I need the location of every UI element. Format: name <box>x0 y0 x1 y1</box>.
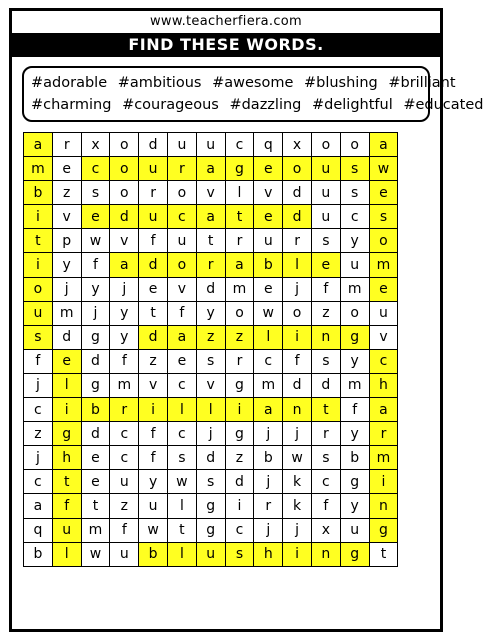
grid-cell[interactable]: h <box>52 446 81 470</box>
word-item: #blushing <box>303 75 378 91</box>
grid-cell[interactable]: d <box>196 277 225 301</box>
grid-cell[interactable]: z <box>225 446 254 470</box>
grid-cell[interactable]: k <box>283 470 312 494</box>
grid-cell[interactable]: f <box>110 349 139 373</box>
grid-cell[interactable]: d <box>283 181 312 205</box>
grid-cell[interactable]: o <box>340 133 369 157</box>
grid-cell[interactable]: y <box>340 422 369 446</box>
letter-grid <box>23 132 398 567</box>
grid-cell[interactable]: s <box>311 229 340 253</box>
grid-cell[interactable]: u <box>139 205 168 229</box>
grid-cell[interactable]: g <box>196 518 225 542</box>
grid-cell[interactable]: z <box>196 325 225 349</box>
grid-cell[interactable]: c <box>167 422 196 446</box>
grid-cell[interactable]: q <box>254 133 283 157</box>
grid-row <box>24 277 398 301</box>
grid-cell[interactable]: f <box>311 494 340 518</box>
grid-cell[interactable]: z <box>24 422 53 446</box>
grid-cell[interactable]: l <box>52 542 81 566</box>
grid-cell[interactable]: u <box>167 229 196 253</box>
grid-cell[interactable]: d <box>196 446 225 470</box>
grid-cell[interactable]: j <box>283 518 312 542</box>
grid-cell[interactable]: l <box>196 398 225 422</box>
grid-cell[interactable]: r <box>167 157 196 181</box>
grid-cell[interactable]: j <box>52 277 81 301</box>
grid-cell[interactable]: w <box>81 542 110 566</box>
grid-cell[interactable]: u <box>167 133 196 157</box>
grid-cell[interactable]: w <box>139 518 168 542</box>
grid-cell[interactable]: x <box>311 518 340 542</box>
grid-cell[interactable]: a <box>254 398 283 422</box>
word-list-box <box>22 66 484 122</box>
grid-cell[interactable]: v <box>110 229 139 253</box>
grid-cell[interactable]: d <box>311 373 340 397</box>
grid-cell[interactable]: e <box>254 205 283 229</box>
grid-cell[interactable]: j <box>254 470 283 494</box>
grid-cell[interactable]: z <box>52 181 81 205</box>
grid-row <box>24 542 398 566</box>
grid-cell[interactable]: f <box>139 422 168 446</box>
grid-cell[interactable]: d <box>139 325 168 349</box>
grid-cell[interactable]: g <box>340 470 369 494</box>
grid-cell[interactable]: u <box>369 301 398 325</box>
grid-cell[interactable]: o <box>225 301 254 325</box>
grid-cell[interactable]: t <box>225 205 254 229</box>
grid-cell[interactable]: t <box>52 470 81 494</box>
grid-cell[interactable]: c <box>24 470 53 494</box>
grid-cell[interactable]: p <box>52 229 81 253</box>
grid-cell[interactable]: j <box>283 277 312 301</box>
grid-cell[interactable]: o <box>110 181 139 205</box>
grid-cell[interactable]: m <box>369 446 398 470</box>
grid-cell[interactable]: a <box>196 157 225 181</box>
grid-cell[interactable]: z <box>110 494 139 518</box>
grid-cell[interactable]: i <box>283 542 312 566</box>
grid-cell[interactable]: e <box>254 277 283 301</box>
grid-cell[interactable]: u <box>110 470 139 494</box>
grid-cell[interactable]: f <box>139 446 168 470</box>
grid-cell[interactable]: t <box>81 494 110 518</box>
grid-row <box>24 181 398 205</box>
grid-cell[interactable]: o <box>24 277 53 301</box>
grid-cell[interactable]: g <box>225 157 254 181</box>
grid-cell[interactable]: i <box>139 398 168 422</box>
grid-cell[interactable]: o <box>369 229 398 253</box>
grid-cell[interactable]: i <box>24 205 53 229</box>
grid-cell[interactable]: z <box>225 325 254 349</box>
grid-cell[interactable]: b <box>254 253 283 277</box>
word-list-line <box>28 72 456 94</box>
grid-cell[interactable]: b <box>254 446 283 470</box>
grid-cell[interactable]: u <box>52 518 81 542</box>
word-item: #dazzling <box>229 97 302 113</box>
grid-cell[interactable]: a <box>369 133 398 157</box>
grid-row <box>24 446 398 470</box>
grid-cell[interactable]: y <box>110 301 139 325</box>
grid-cell[interactable]: n <box>311 325 340 349</box>
grid-cell[interactable]: a <box>369 398 398 422</box>
grid-cell[interactable]: l <box>283 253 312 277</box>
grid-row <box>24 518 398 542</box>
grid-cell[interactable]: j <box>254 422 283 446</box>
grid-cell[interactable]: a <box>110 253 139 277</box>
grid-cell[interactable]: j <box>24 373 53 397</box>
grid-cell[interactable]: w <box>167 470 196 494</box>
grid-cell[interactable]: d <box>283 205 312 229</box>
word-list-line <box>28 94 484 116</box>
grid-cell[interactable]: n <box>283 398 312 422</box>
grid-cell[interactable]: d <box>110 205 139 229</box>
word-item: #brilliant <box>388 75 456 91</box>
grid-cell[interactable]: y <box>139 470 168 494</box>
grid-cell[interactable]: r <box>52 133 81 157</box>
grid-cell[interactable]: r <box>139 181 168 205</box>
grid-cell[interactable]: l <box>167 542 196 566</box>
grid-cell[interactable]: l <box>225 181 254 205</box>
grid-cell[interactable]: f <box>167 301 196 325</box>
grid-cell[interactable]: b <box>340 446 369 470</box>
grid-cell[interactable]: f <box>110 518 139 542</box>
grid-cell[interactable]: h <box>254 542 283 566</box>
grid-cell[interactable]: s <box>340 157 369 181</box>
grid-row <box>24 253 398 277</box>
grid-cell[interactable]: u <box>311 205 340 229</box>
grid-cell[interactable]: g <box>196 494 225 518</box>
grid-cell[interactable]: f <box>81 253 110 277</box>
grid-cell[interactable]: r <box>196 253 225 277</box>
grid-cell[interactable]: m <box>24 157 53 181</box>
grid-cell[interactable]: y <box>81 277 110 301</box>
worksheet-title: FIND THESE WORDS. <box>12 33 440 57</box>
grid-cell[interactable]: c <box>81 157 110 181</box>
grid-cell[interactable]: e <box>254 157 283 181</box>
grid-row <box>24 205 398 229</box>
grid-cell[interactable]: c <box>254 349 283 373</box>
grid-cell[interactable]: g <box>225 373 254 397</box>
grid-cell[interactable]: f <box>139 229 168 253</box>
grid-row <box>24 133 398 157</box>
grid-cell[interactable]: o <box>340 301 369 325</box>
grid-cell[interactable]: u <box>196 542 225 566</box>
grid-row <box>24 325 398 349</box>
grid-cell[interactable]: r <box>225 229 254 253</box>
grid-cell[interactable]: i <box>225 398 254 422</box>
grid-cell[interactable]: z <box>139 349 168 373</box>
grid-cell[interactable]: g <box>340 542 369 566</box>
grid-cell[interactable]: z <box>311 301 340 325</box>
grid-cell[interactable]: m <box>81 518 110 542</box>
site-url: www.teacherfiera.com <box>149 14 303 29</box>
grid-cell[interactable]: s <box>81 181 110 205</box>
grid-cell[interactable]: d <box>139 253 168 277</box>
grid-cell[interactable]: l <box>167 398 196 422</box>
grid-cell[interactable]: s <box>24 325 53 349</box>
grid-cell[interactable]: a <box>24 133 53 157</box>
grid-cell[interactable]: r <box>311 422 340 446</box>
grid-cell[interactable]: u <box>311 181 340 205</box>
grid-cell[interactable]: v <box>196 181 225 205</box>
grid-cell[interactable]: g <box>81 373 110 397</box>
grid-cell[interactable]: v <box>254 181 283 205</box>
grid-cell[interactable]: c <box>225 518 254 542</box>
grid-cell[interactable]: v <box>139 373 168 397</box>
grid-cell[interactable]: c <box>24 398 53 422</box>
grid-cell[interactable]: i <box>52 398 81 422</box>
grid-cell[interactable]: s <box>167 446 196 470</box>
grid-cell[interactable]: s <box>369 205 398 229</box>
grid-cell[interactable]: c <box>311 470 340 494</box>
word-item: #adorable <box>31 75 108 91</box>
grid-cell[interactable]: r <box>110 398 139 422</box>
grid-cell[interactable]: y <box>340 229 369 253</box>
grid-cell[interactable]: o <box>110 133 139 157</box>
grid-cell[interactable]: j <box>254 518 283 542</box>
grid-cell[interactable]: o <box>167 181 196 205</box>
word-item: #ambitious <box>117 75 202 91</box>
grid-cell[interactable]: t <box>139 301 168 325</box>
grid-cell[interactable]: b <box>24 181 53 205</box>
grid-cell[interactable]: r <box>254 494 283 518</box>
grid-row <box>24 398 398 422</box>
grid-cell[interactable]: y <box>52 253 81 277</box>
grid-cell[interactable]: g <box>225 422 254 446</box>
grid-cell[interactable]: j <box>81 301 110 325</box>
grid-cell[interactable]: e <box>52 349 81 373</box>
grid-cell[interactable]: e <box>167 349 196 373</box>
grid-cell[interactable]: n <box>369 494 398 518</box>
grid-cell[interactable]: e <box>369 277 398 301</box>
grid-cell[interactable]: o <box>283 157 312 181</box>
grid-cell[interactable]: g <box>340 325 369 349</box>
grid-cell[interactable]: c <box>110 422 139 446</box>
grid-cell[interactable]: s <box>311 349 340 373</box>
grid-cell[interactable]: e <box>52 157 81 181</box>
grid-cell[interactable]: w <box>81 229 110 253</box>
grid-cell[interactable]: c <box>167 205 196 229</box>
grid-cell[interactable]: e <box>81 470 110 494</box>
worksheet-frame <box>9 8 484 632</box>
grid-cell[interactable]: v <box>52 205 81 229</box>
grid-cell[interactable]: a <box>225 253 254 277</box>
grid-row <box>24 157 398 181</box>
grid-cell[interactable]: s <box>196 470 225 494</box>
grid-cell[interactable]: f <box>340 398 369 422</box>
grid-cell[interactable]: e <box>81 205 110 229</box>
grid-cell[interactable]: s <box>225 542 254 566</box>
grid-cell[interactable]: e <box>311 253 340 277</box>
grid-row <box>24 349 398 373</box>
grid-cell[interactable]: j <box>283 422 312 446</box>
grid-cell[interactable]: u <box>340 253 369 277</box>
grid-cell[interactable]: f <box>311 277 340 301</box>
grid-cell[interactable]: y <box>340 349 369 373</box>
grid-cell[interactable]: d <box>283 373 312 397</box>
grid-cell[interactable]: o <box>167 253 196 277</box>
grid-cell[interactable]: t <box>311 398 340 422</box>
grid-cell[interactable]: f <box>24 349 53 373</box>
grid-cell[interactable]: u <box>196 133 225 157</box>
grid-cell[interactable]: t <box>196 229 225 253</box>
grid-cell[interactable]: j <box>110 277 139 301</box>
grid-row <box>24 494 398 518</box>
grid-cell[interactable]: n <box>311 542 340 566</box>
grid-cell[interactable]: s <box>311 446 340 470</box>
grid-cell[interactable]: w <box>254 301 283 325</box>
grid-cell[interactable]: e <box>81 446 110 470</box>
grid-cell[interactable]: o <box>283 301 312 325</box>
grid-cell[interactable]: y <box>340 494 369 518</box>
grid-cell[interactable]: j <box>196 422 225 446</box>
grid-cell[interactable]: b <box>139 542 168 566</box>
word-item: #courageous <box>122 97 219 113</box>
grid-cell[interactable]: a <box>196 205 225 229</box>
grid-cell[interactable]: m <box>225 277 254 301</box>
grid-cell[interactable]: v <box>167 277 196 301</box>
grid-cell[interactable]: w <box>369 157 398 181</box>
grid-cell[interactable]: c <box>225 133 254 157</box>
grid-cell[interactable]: v <box>196 373 225 397</box>
grid-cell[interactable]: o <box>110 157 139 181</box>
grid-row <box>24 422 398 446</box>
grid-cell[interactable]: h <box>369 373 398 397</box>
grid-row <box>24 229 398 253</box>
grid-cell[interactable]: v <box>369 325 398 349</box>
grid-cell[interactable]: s <box>340 181 369 205</box>
grid-cell[interactable]: u <box>311 157 340 181</box>
grid-cell[interactable]: u <box>139 157 168 181</box>
grid-cell[interactable]: m <box>52 301 81 325</box>
grid-cell[interactable]: r <box>283 229 312 253</box>
grid-cell[interactable]: i <box>369 470 398 494</box>
grid-cell[interactable]: d <box>225 470 254 494</box>
grid-cell[interactable]: x <box>81 133 110 157</box>
grid-cell[interactable]: u <box>24 301 53 325</box>
grid-cell[interactable]: d <box>139 133 168 157</box>
grid-cell[interactable]: g <box>52 422 81 446</box>
grid-cell[interactable]: w <box>283 446 312 470</box>
grid-cell[interactable]: i <box>225 494 254 518</box>
grid-cell[interactable]: l <box>254 325 283 349</box>
grid-cell[interactable]: k <box>283 494 312 518</box>
grid-cell[interactable]: g <box>81 325 110 349</box>
grid-cell[interactable]: u <box>110 542 139 566</box>
grid-cell[interactable]: m <box>110 373 139 397</box>
word-item: #delightful <box>311 97 393 113</box>
grid-cell[interactable]: m <box>254 373 283 397</box>
grid-cell[interactable]: t <box>167 518 196 542</box>
grid-row <box>24 470 398 494</box>
grid-cell[interactable]: i <box>24 253 53 277</box>
grid-cell[interactable]: c <box>369 349 398 373</box>
grid-row <box>24 373 398 397</box>
grid-cell[interactable]: l <box>167 494 196 518</box>
grid-cell[interactable]: d <box>52 325 81 349</box>
grid-cell[interactable]: a <box>24 494 53 518</box>
grid-cell[interactable]: l <box>52 373 81 397</box>
grid-cell[interactable]: i <box>283 325 312 349</box>
grid-cell[interactable]: t <box>24 229 53 253</box>
grid-cell[interactable]: f <box>283 349 312 373</box>
grid-cell[interactable]: u <box>340 518 369 542</box>
grid-cell[interactable]: u <box>139 494 168 518</box>
grid-cell[interactable]: r <box>369 422 398 446</box>
grid-cell[interactable]: c <box>110 446 139 470</box>
grid-cell[interactable]: m <box>340 373 369 397</box>
word-item: #educated <box>403 97 484 113</box>
grid-cell[interactable]: b <box>24 542 53 566</box>
grid-cell[interactable]: d <box>81 422 110 446</box>
grid-cell[interactable]: j <box>24 446 53 470</box>
grid-cell[interactable]: e <box>369 181 398 205</box>
grid-cell[interactable]: f <box>52 494 81 518</box>
grid-cell[interactable]: g <box>369 518 398 542</box>
grid-cell[interactable]: b <box>81 398 110 422</box>
grid-cell[interactable]: c <box>167 373 196 397</box>
grid-cell[interactable]: s <box>196 349 225 373</box>
grid-cell[interactable]: a <box>167 325 196 349</box>
grid-cell[interactable]: x <box>283 133 312 157</box>
grid-cell[interactable]: q <box>24 518 53 542</box>
grid-cell[interactable]: y <box>110 325 139 349</box>
grid-cell[interactable]: c <box>340 205 369 229</box>
word-item: #charming <box>31 97 112 113</box>
grid-cell[interactable]: u <box>254 229 283 253</box>
grid-cell[interactable]: o <box>311 133 340 157</box>
grid-cell[interactable]: e <box>139 277 168 301</box>
grid-row <box>24 301 398 325</box>
word-item: #awesome <box>212 75 294 91</box>
grid-cell[interactable]: m <box>340 277 369 301</box>
grid-cell[interactable]: m <box>369 253 398 277</box>
grid-cell[interactable]: y <box>196 301 225 325</box>
grid-cell[interactable]: d <box>81 349 110 373</box>
grid-cell[interactable]: t <box>369 542 398 566</box>
grid-cell[interactable]: r <box>225 349 254 373</box>
